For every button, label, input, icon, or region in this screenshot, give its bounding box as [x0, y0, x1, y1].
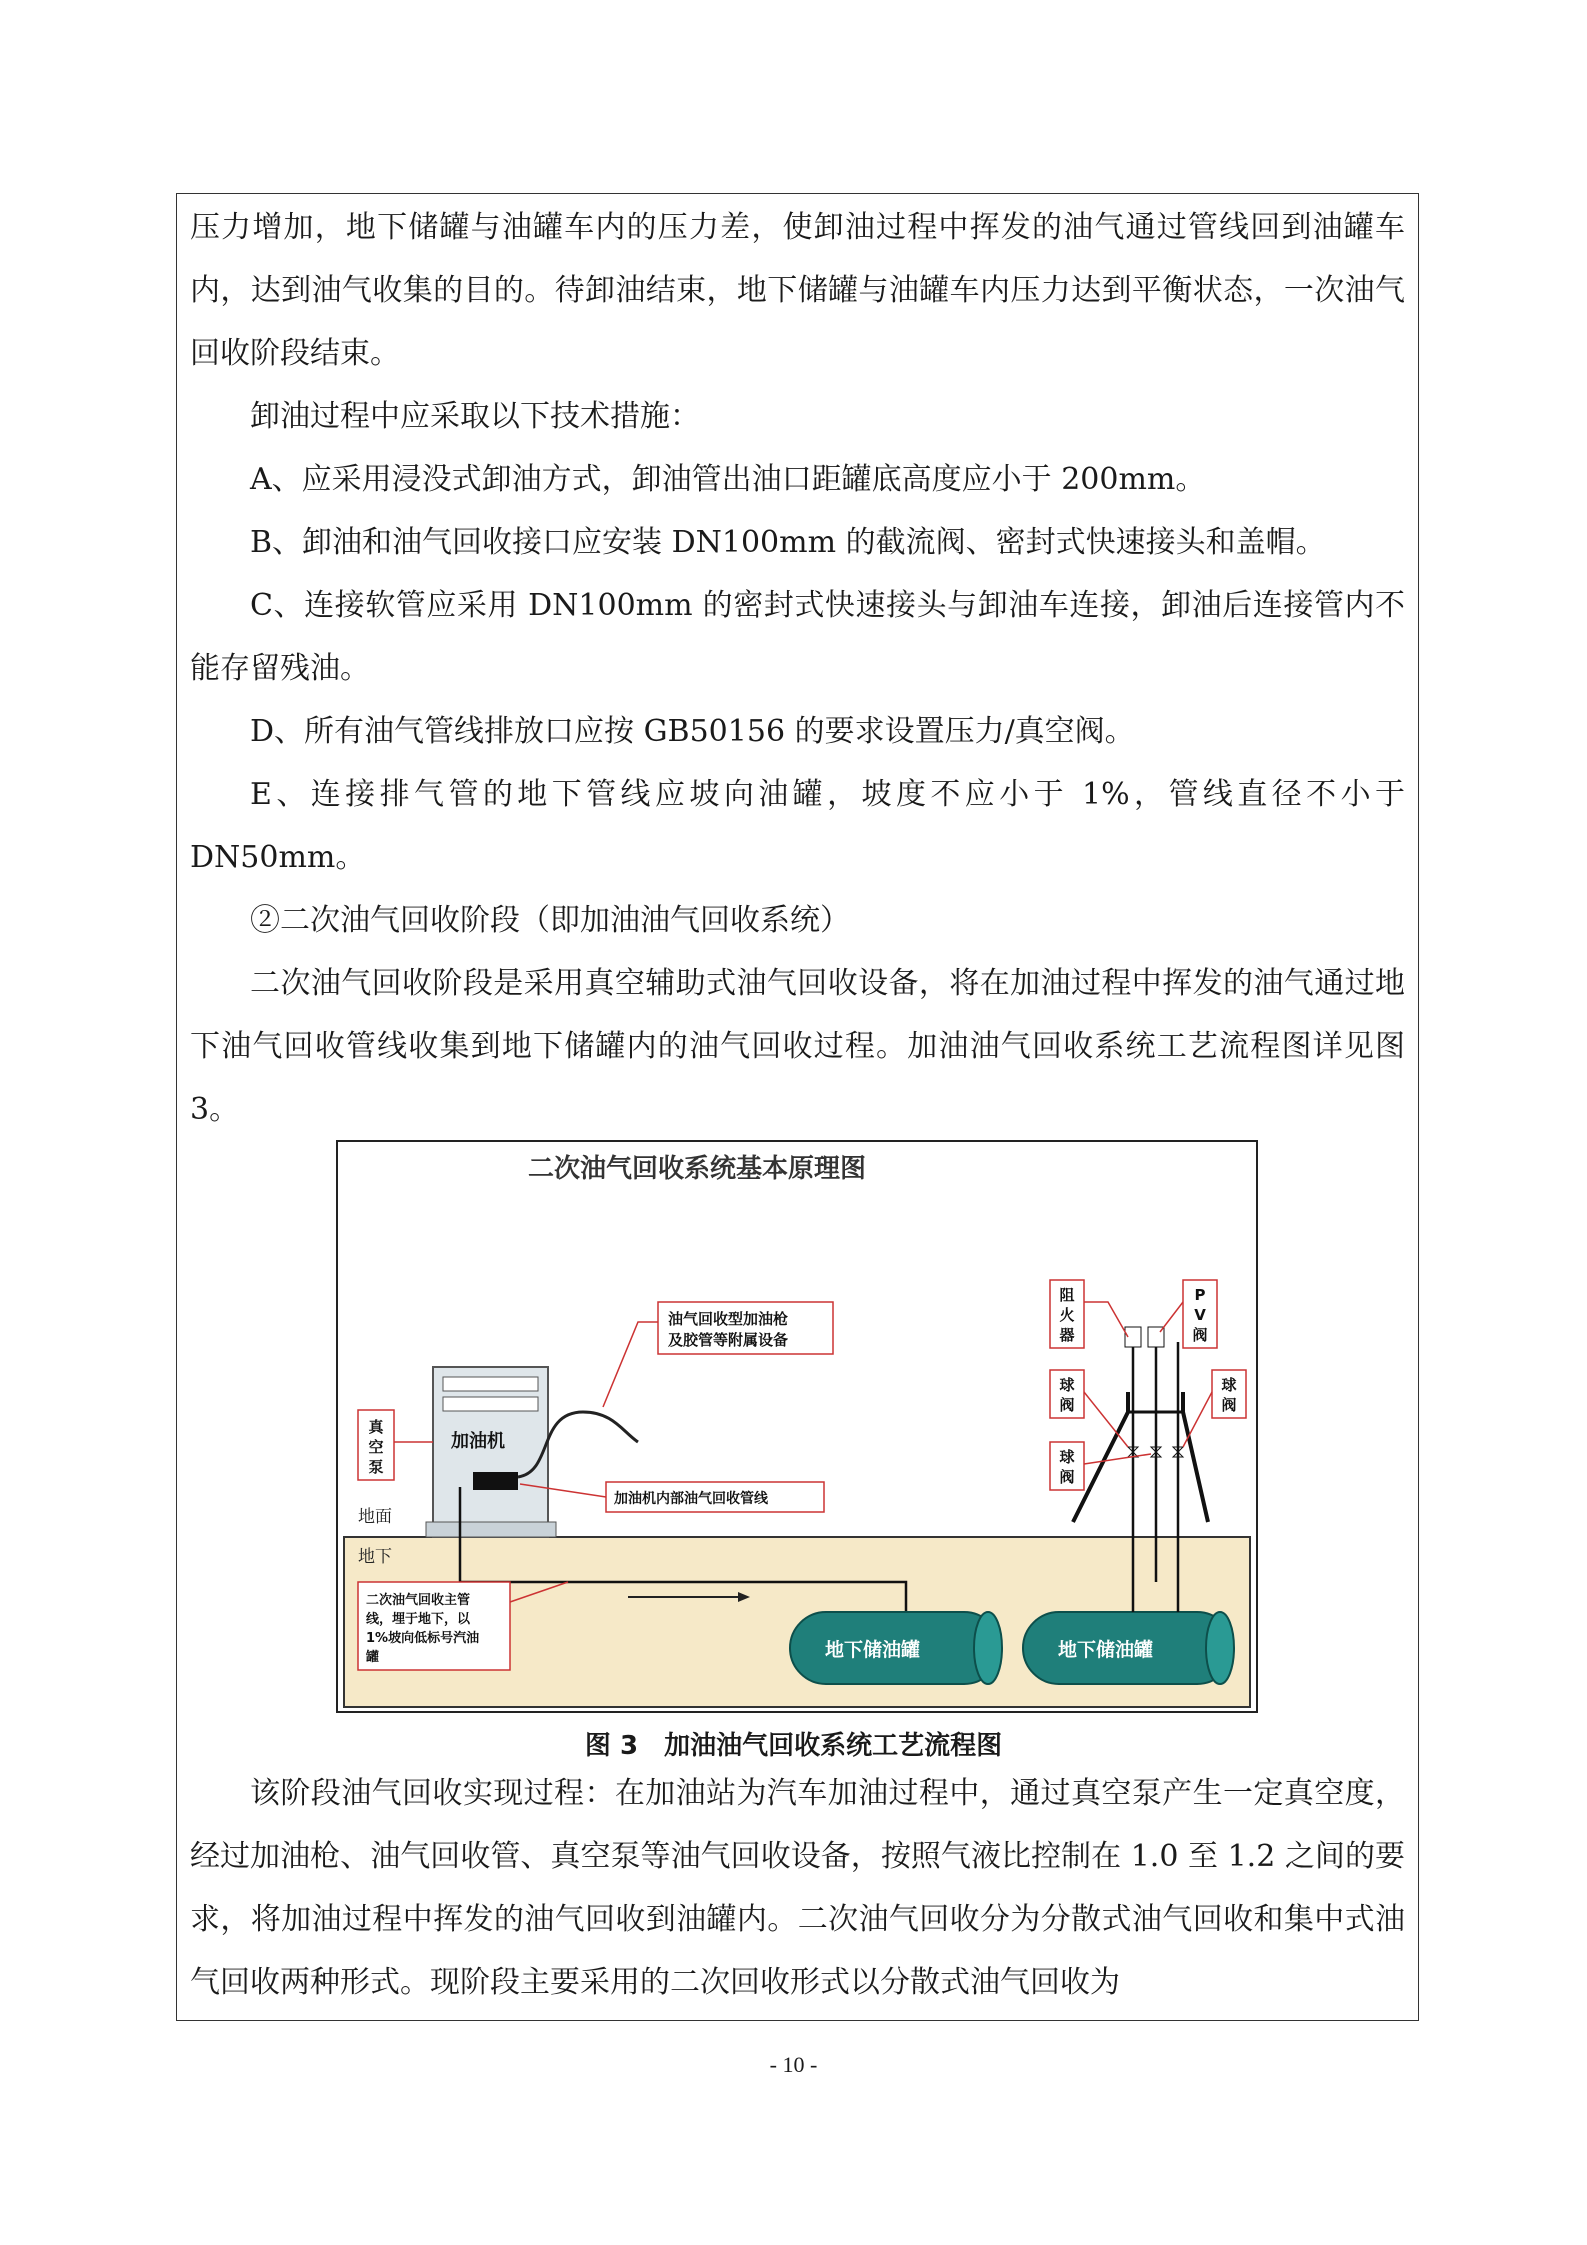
- label-main-pipe-1: 二次油气回收主管: [366, 1593, 471, 1608]
- vacuum-pump-char-1: 真: [368, 1418, 384, 1436]
- tank-1-end: [974, 1612, 1002, 1684]
- paragraph: D、所有油气管线排放口应按 GB50156 的要求设置压力/真空阀。: [250, 714, 1135, 749]
- paragraph: C、连接软管应采用 DN100mm 的密封式快速接头与卸油车连接，卸油后连接管内不能存留残油。: [190, 588, 1405, 686]
- flame-arrester-leader: [1084, 1302, 1128, 1337]
- label-vacuum-pump: [368, 1418, 384, 1476]
- vacuum-pump-char-3: 泵: [368, 1458, 384, 1476]
- dispenser-screen-2: [443, 1397, 538, 1411]
- tank-2-end: [1206, 1612, 1234, 1684]
- vent-frame-right: [1183, 1392, 1208, 1522]
- label-nozzle-2: 及胶管等附属设备: [668, 1331, 789, 1349]
- page-number: - 10 -: [769, 2052, 818, 2077]
- internal-pump-box: [473, 1472, 518, 1490]
- ball-valve-2-char-1: 球: [1221, 1376, 1237, 1394]
- ball-valve-1-char-1: 球: [1059, 1376, 1075, 1394]
- paragraph: ②二次油气回收阶段（即加油油气回收系统）: [250, 903, 850, 938]
- dispenser-base: [426, 1522, 556, 1537]
- body-text-top: [190, 196, 1405, 1141]
- dispenser-screen-1: [443, 1377, 538, 1391]
- ball-valve-3-char-1: 球: [1059, 1448, 1075, 1466]
- label-tank-1: 地下储油罐: [825, 1639, 921, 1661]
- ball-valve-2-leader: [1183, 1392, 1212, 1447]
- label-main-pipe-3: 1%坡向低标号汽油: [366, 1631, 480, 1646]
- label-main-pipe-2: 线，埋于地下，以: [366, 1612, 471, 1627]
- label-nozzle-1: 油气回收型加油枪: [668, 1310, 789, 1328]
- pv-valve-char-1: P: [1194, 1286, 1206, 1304]
- paragraph: 卸油过程中应采取以下技术措施：: [250, 399, 700, 434]
- figure-caption: 图 3 加油油气回收系统工艺流程图: [584, 1731, 1003, 1761]
- pv-valve-char-3: 阀: [1192, 1326, 1208, 1344]
- paragraph: B、卸油和油气回收接口应安装 DN100mm 的截流阀、密封式快速接头和盖帽。: [250, 525, 1326, 560]
- paragraph: 压力增加，地下储罐与油罐车内的压力差，使卸油过程中挥发的油气通过管线回到油罐车内，达到油气收集的目的。待卸油结束，地下储罐与油罐车内压力达到平衡状态，一次油气回收阶段结束。: [190, 210, 1405, 371]
- flame-arrester-char-2: 火: [1059, 1306, 1075, 1324]
- flame-arrester-char-1: 阻: [1059, 1286, 1075, 1304]
- nozzle-leader: [603, 1322, 658, 1407]
- label-dispenser: 加油机: [451, 1431, 505, 1452]
- paragraph: 该阶段油气回收实现过程：在加油站为汽车加油过程中，通过真空泵产生一定真空度，经过加油枪、油气回收管、真空泵等油气回收设备，按照气液比控制在 1.0 至 1.2 之间的要求，将加油过程中挥发的油气回收到油罐内。二次油气回收分为分散式油气回收和集中式油气回收两种形式。现阶段主要采用的二次回收形式以分散式油气回收为: [190, 1776, 1405, 2000]
- dispenser-body: [433, 1367, 548, 1537]
- paragraph: E、连接排气管的地下管线应坡向油罐，坡度不应小于 1%，管线直径不小于 DN50mm。: [190, 777, 1405, 875]
- label-main-pipe-4: 罐: [366, 1650, 380, 1665]
- label-ground: 地面: [358, 1507, 392, 1527]
- pv-valve-char-2: V: [1194, 1306, 1206, 1324]
- label-flame-arrester: [1058, 1286, 1074, 1344]
- vapor-recovery-diagram-svg: [338, 1142, 1256, 1711]
- pv-valve-leader: [1160, 1302, 1183, 1332]
- label-pv-valve: [1192, 1286, 1207, 1344]
- label-internal-pipe: 加油机内部油气回收管线: [614, 1491, 768, 1507]
- paragraph: 二次油气回收阶段是采用真空辅助式油气回收设备，将在加油过程中挥发的油气通过地下油气回收管线收集到地下储罐内的油气回收过程。加油油气回收系统工艺流程图详见图 3。: [190, 966, 1405, 1127]
- paragraph: A、应采用浸没式卸油方式，卸油管出油口距罐底高度应小于 200mm。: [250, 462, 1206, 497]
- ball-valve-3-char-2: 阀: [1059, 1468, 1075, 1486]
- label-underground: 地下: [358, 1547, 392, 1567]
- body-text-bottom: [190, 1762, 1405, 2014]
- vacuum-pump-char-2: 空: [368, 1438, 384, 1456]
- figure-diagram: [336, 1140, 1258, 1713]
- ball-valve-1-leader: [1084, 1392, 1128, 1447]
- figure-title: 二次油气回收系统基本原理图: [528, 1154, 867, 1184]
- flame-arrester-char-3: 器: [1059, 1326, 1075, 1344]
- ball-valve-1-char-2: 阀: [1059, 1396, 1075, 1414]
- ball-valve-2-char-2: 阀: [1221, 1396, 1237, 1414]
- ball-valve-3-leader: [1084, 1454, 1151, 1464]
- label-tank-2: 地下储油罐: [1058, 1639, 1154, 1661]
